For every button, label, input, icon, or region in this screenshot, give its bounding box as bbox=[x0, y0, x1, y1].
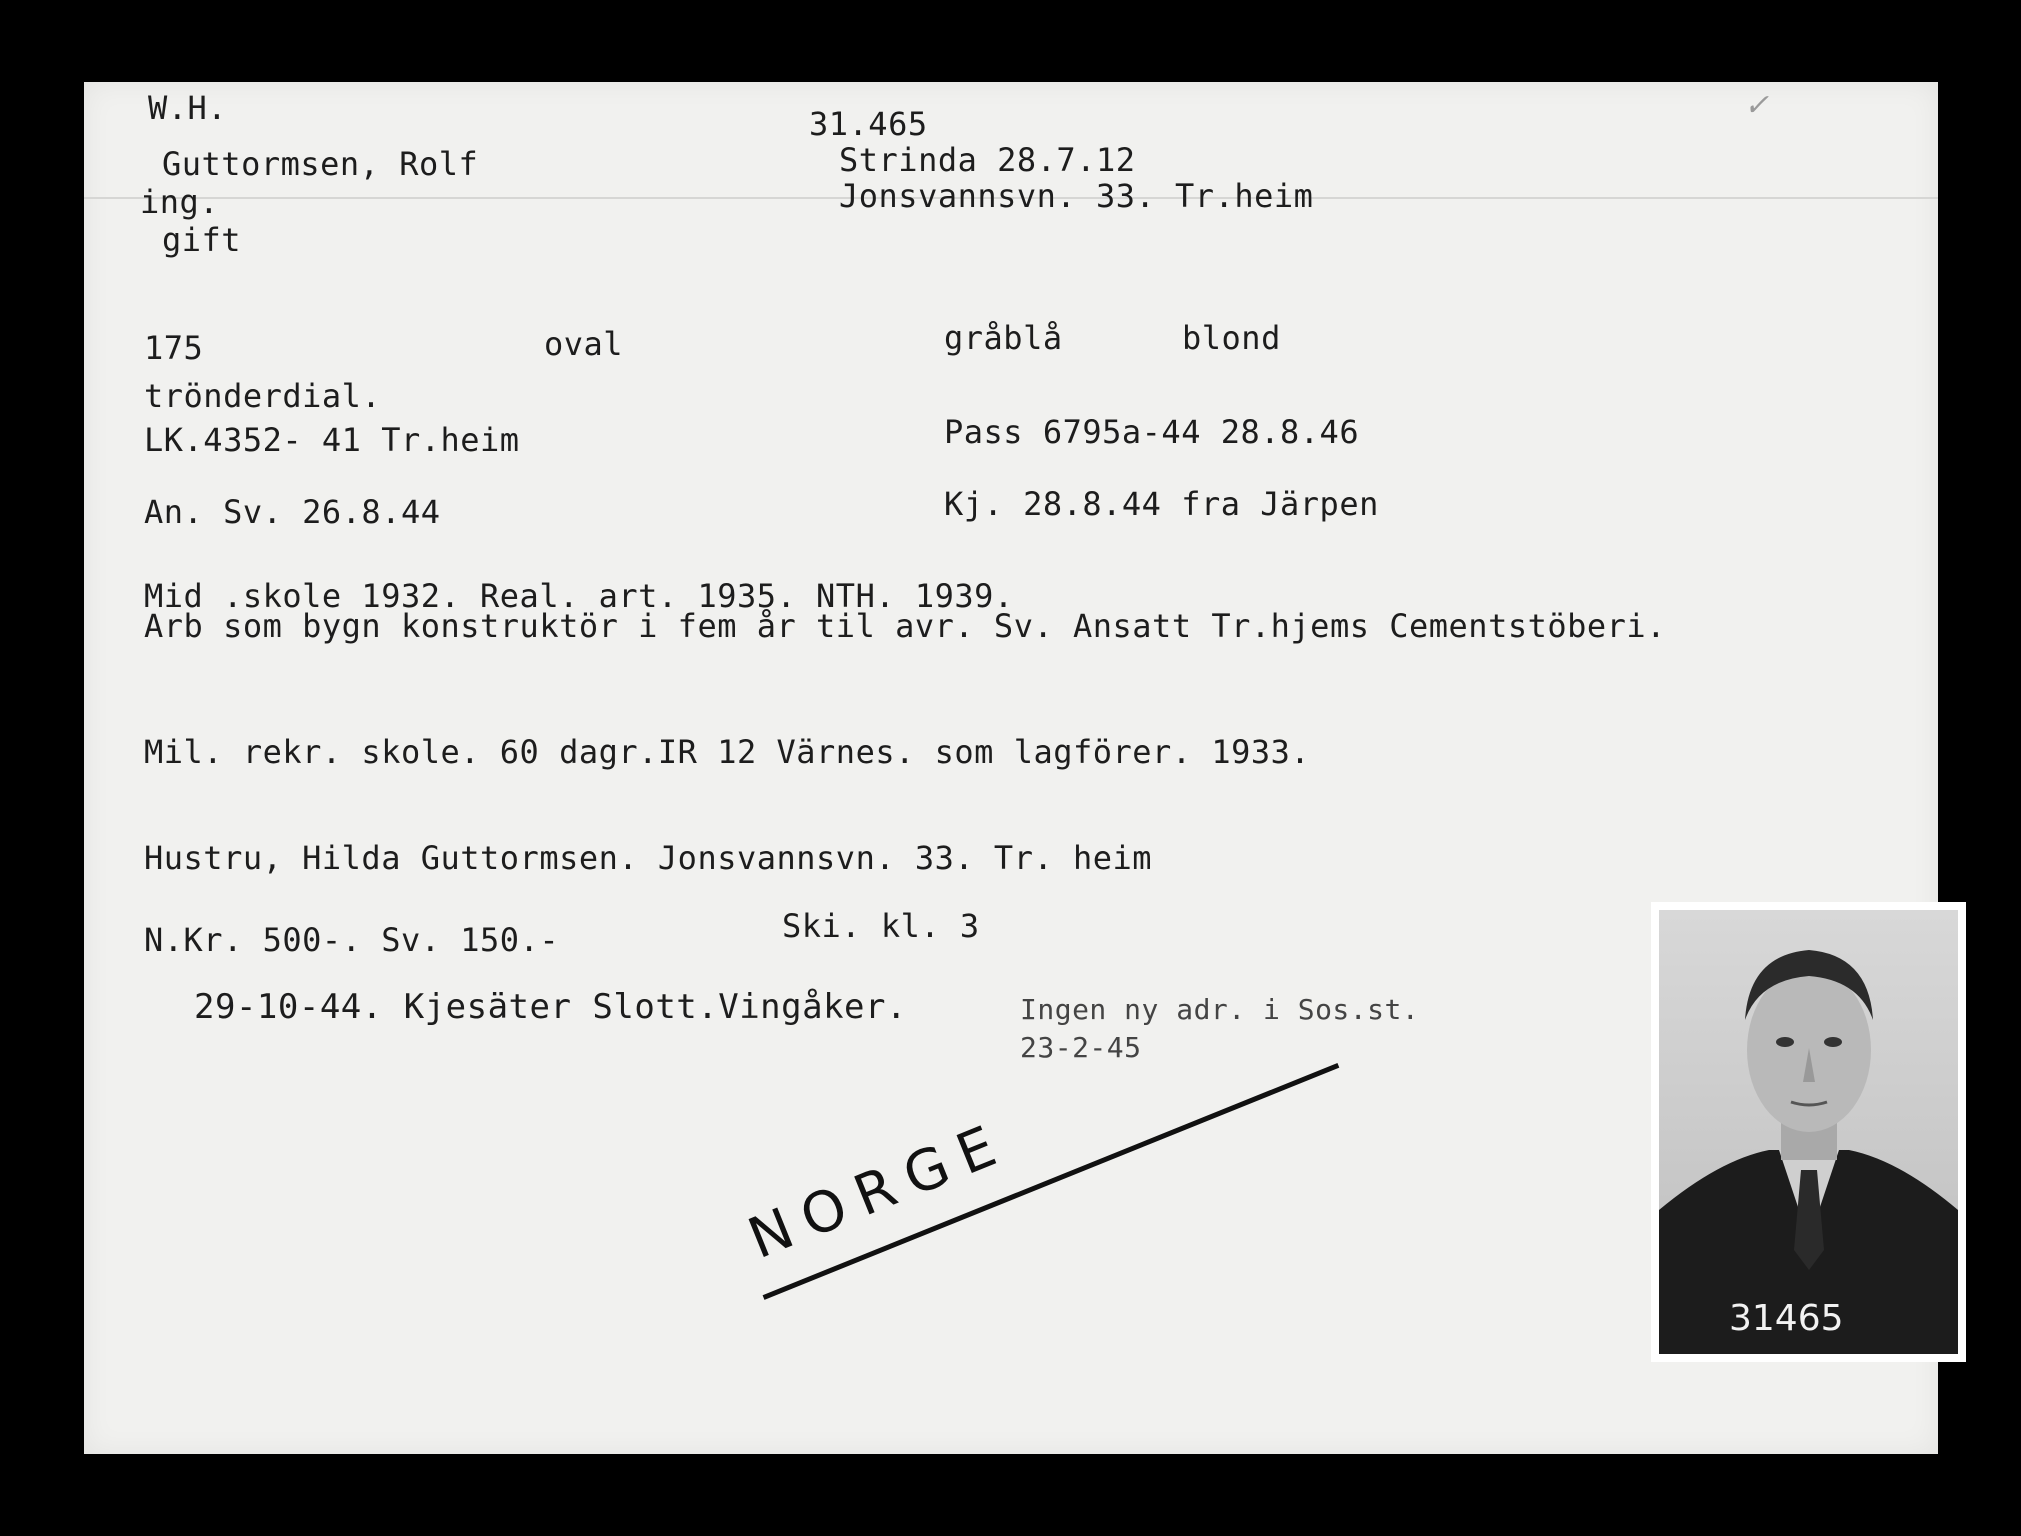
marital-status: gift bbox=[162, 221, 242, 259]
spouse: Hustru, Hilda Guttormsen. Jonsvannsvn. 33. Tr. heim bbox=[144, 839, 1153, 877]
kj-entry: Kj. 28.8.44 fra Järpen bbox=[944, 485, 1379, 523]
pass-number: Pass 6795a-44 28.8.46 bbox=[944, 413, 1360, 451]
arrival-sweden: An. Sv. 26.8.44 bbox=[144, 493, 441, 531]
height: 175 bbox=[144, 329, 204, 367]
face-shape: oval bbox=[544, 325, 624, 363]
stamp-text: NORGE bbox=[739, 1109, 1018, 1272]
eye-color: gråblå bbox=[944, 319, 1063, 357]
ski-class: Ski. kl. 3 bbox=[782, 907, 980, 945]
profession: ing. bbox=[140, 183, 220, 221]
hair-color: blond bbox=[1182, 319, 1281, 357]
military-service: Mil. rekr. skole. 60 dagr.IR 12 Värnes. som lagförer. 1933. bbox=[144, 733, 1311, 771]
sos-note-line1: Ingen ny adr. i Sos.st. bbox=[1020, 993, 1420, 1026]
person-name: Guttormsen, Rolf bbox=[162, 145, 479, 183]
address: Jonsvannsvn. 33. Tr.heim bbox=[839, 177, 1314, 215]
id-photo bbox=[1651, 902, 1966, 1362]
card-number: 31.465 bbox=[809, 105, 928, 143]
dialect: trönderdial. bbox=[144, 377, 382, 415]
photo-number: 31465 bbox=[1729, 1298, 1844, 1339]
norge-stamp bbox=[740, 1109, 1018, 1272]
birth-place-date: Strinda 28.7.12 bbox=[839, 141, 1136, 179]
money: N.Kr. 500-. Sv. 150.- bbox=[144, 921, 560, 959]
registration-card bbox=[84, 82, 1938, 1454]
portrait-graphic bbox=[1659, 910, 1958, 1354]
photo-image bbox=[1659, 910, 1958, 1354]
header-left: W.H. bbox=[148, 89, 228, 127]
sos-note-line2: 23-2-45 bbox=[1020, 1031, 1142, 1064]
work-history: Arb som bygn konstruktör i fem år til avr. Sv. Ansatt Tr.hjems Cementstöberi. bbox=[144, 607, 1666, 645]
lk-number: LK.4352- 41 Tr.heim bbox=[144, 421, 520, 459]
later-address: 29-10-44. Kjesäter Slott.Vingåker. bbox=[194, 987, 907, 1027]
pencil-checkmark: ✓ bbox=[1744, 88, 1770, 123]
education: Mid .skole 1932. Real. art. 1935. NTH. 1939. bbox=[144, 577, 1014, 615]
